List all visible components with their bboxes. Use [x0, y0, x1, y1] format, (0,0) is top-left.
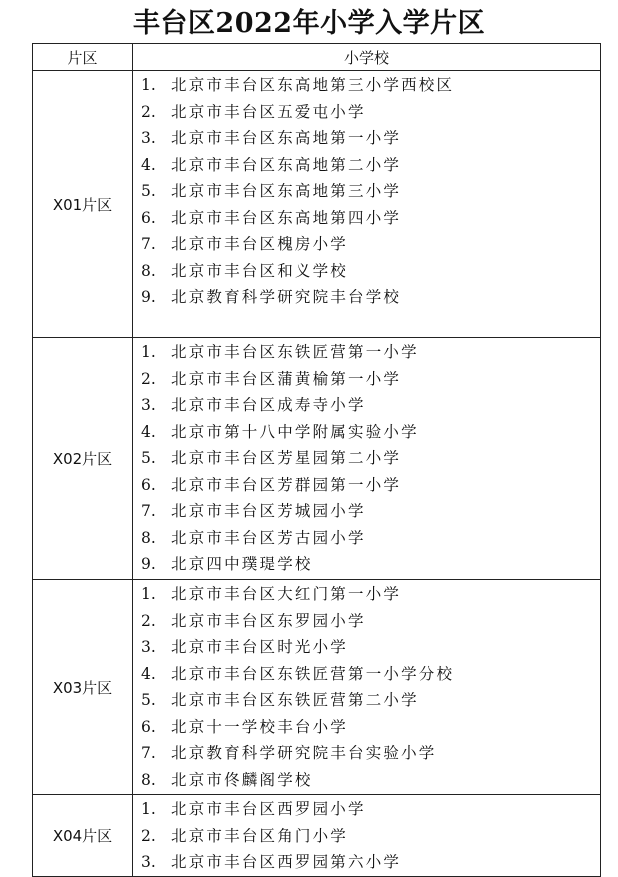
- district-name: X02片区: [33, 338, 133, 580]
- school-number: 5.: [141, 691, 156, 709]
- school-name: 北京市丰台区东高地第二小学: [171, 155, 402, 174]
- school-number: 3.: [141, 396, 156, 414]
- school-list: [133, 71, 601, 338]
- school-name: 北京市丰台区东铁匠营第一小学分校: [171, 664, 455, 683]
- school-number: 9.: [141, 288, 156, 306]
- school-name: 北京市丰台区芳城园小学: [171, 502, 366, 520]
- school-item: [133, 608, 600, 635]
- school-name: 北京市丰台区东铁匠营第一小学: [171, 343, 419, 361]
- school-name: 北京市第十八中学附属实验小学: [171, 422, 419, 441]
- district-name: X03片区: [33, 580, 133, 795]
- school-item: [133, 581, 600, 608]
- district-column-header: 片区: [33, 44, 133, 71]
- school-list: [133, 338, 601, 580]
- school-number: 8.: [141, 528, 156, 547]
- school-name: 北京市丰台区东高地第四小学: [171, 208, 402, 227]
- school-number: 1.: [141, 585, 156, 603]
- school-number: 8.: [141, 770, 156, 789]
- school-item: [133, 419, 600, 446]
- district-name: X01片区: [33, 71, 133, 338]
- school-item: [133, 392, 600, 419]
- school-number: 4.: [141, 155, 156, 174]
- school-name: 北京市丰台区西罗园第六小学: [171, 853, 402, 871]
- school-item: [133, 823, 600, 850]
- school-name: 北京市丰台区芳星园第二小学: [171, 449, 402, 467]
- school-item: [133, 661, 600, 688]
- school-number: 3.: [141, 853, 156, 871]
- district-table: [32, 43, 601, 877]
- district-row-x02: [33, 338, 601, 580]
- school-number: 3.: [141, 129, 156, 147]
- school-name: 北京市丰台区东罗园小学: [171, 611, 366, 630]
- school-name: 北京市佟麟阁学校: [171, 770, 313, 789]
- school-number: 5.: [141, 182, 156, 200]
- school-item: [133, 849, 600, 876]
- school-item: [133, 634, 600, 661]
- school-item: [133, 498, 600, 525]
- school-name: 北京市丰台区东高地第三小学西校区: [171, 76, 455, 94]
- school-column-header: 小学校: [133, 44, 601, 71]
- school-number: 4.: [141, 422, 156, 441]
- school-item: [133, 231, 600, 258]
- school-name: 北京市丰台区东高地第三小学: [171, 182, 402, 200]
- school-name: 北京教育科学研究院丰台实验小学: [171, 744, 437, 762]
- school-number: 3.: [141, 638, 156, 656]
- school-number: 2.: [141, 369, 156, 388]
- district-row-x04: [33, 795, 601, 877]
- school-item: [133, 99, 600, 126]
- school-item: [133, 152, 600, 179]
- school-number: 9.: [141, 555, 156, 573]
- school-item: [133, 258, 600, 285]
- page-title: 丰台区2022年小学入学片区: [132, 8, 486, 39]
- school-number: 8.: [141, 261, 156, 280]
- school-item: [133, 445, 600, 472]
- school-item: [133, 525, 600, 552]
- school-item: [133, 366, 600, 393]
- school-name: 北京十一学校丰台小学: [171, 717, 349, 736]
- district-name: X04片区: [33, 795, 133, 877]
- school-item: [133, 284, 600, 311]
- school-name: 北京市丰台区芳古园小学: [171, 528, 366, 547]
- district-row-x01: [33, 71, 601, 338]
- school-item: [133, 72, 600, 99]
- school-item: [133, 767, 600, 794]
- school-item: [133, 687, 600, 714]
- school-item: [133, 551, 600, 578]
- school-name: 北京市丰台区蒲黄榆第一小学: [171, 369, 402, 388]
- school-number: 5.: [141, 449, 156, 467]
- school-name: 北京市丰台区槐房小学: [171, 235, 349, 253]
- school-number: 1.: [141, 76, 156, 94]
- school-number: 7.: [141, 235, 156, 253]
- school-item: [133, 178, 600, 205]
- school-list: [133, 795, 601, 877]
- school-name: 北京市丰台区东高地第一小学: [171, 129, 402, 147]
- district-row-x03: [33, 580, 601, 795]
- school-number: 2.: [141, 102, 156, 121]
- school-name: 北京市丰台区西罗园小学: [171, 800, 366, 818]
- school-name: 北京市丰台区和义学校: [171, 261, 349, 280]
- school-number: 1.: [141, 800, 156, 818]
- school-name: 北京市丰台区时光小学: [171, 638, 349, 656]
- school-number: 6.: [141, 475, 156, 494]
- school-item: [133, 714, 600, 741]
- school-name: 北京四中璞瑅学校: [171, 555, 313, 573]
- school-name: 北京市丰台区五爱屯小学: [171, 102, 366, 121]
- school-item: [133, 125, 600, 152]
- school-name: 北京市丰台区角门小学: [171, 826, 349, 845]
- school-item: [133, 740, 600, 767]
- school-number: 6.: [141, 717, 156, 736]
- school-number: 7.: [141, 502, 156, 520]
- school-item: [133, 796, 600, 823]
- school-name: 北京市丰台区东铁匠营第二小学: [171, 691, 419, 709]
- school-number: 2.: [141, 826, 156, 845]
- school-item: [133, 339, 600, 366]
- school-name: 北京市丰台区大红门第一小学: [171, 585, 402, 603]
- school-name: 北京市丰台区芳群园第一小学: [171, 475, 402, 494]
- school-name: 北京教育科学研究院丰台学校: [171, 288, 402, 306]
- school-number: 7.: [141, 744, 156, 762]
- table-header-row: [33, 44, 601, 71]
- school-list: [133, 580, 601, 795]
- school-number: 1.: [141, 343, 156, 361]
- school-number: 6.: [141, 208, 156, 227]
- school-name: 北京市丰台区成寿寺小学: [171, 396, 366, 414]
- school-item: [133, 472, 600, 499]
- school-number: 4.: [141, 664, 156, 683]
- school-item: [133, 205, 600, 232]
- school-number: 2.: [141, 611, 156, 630]
